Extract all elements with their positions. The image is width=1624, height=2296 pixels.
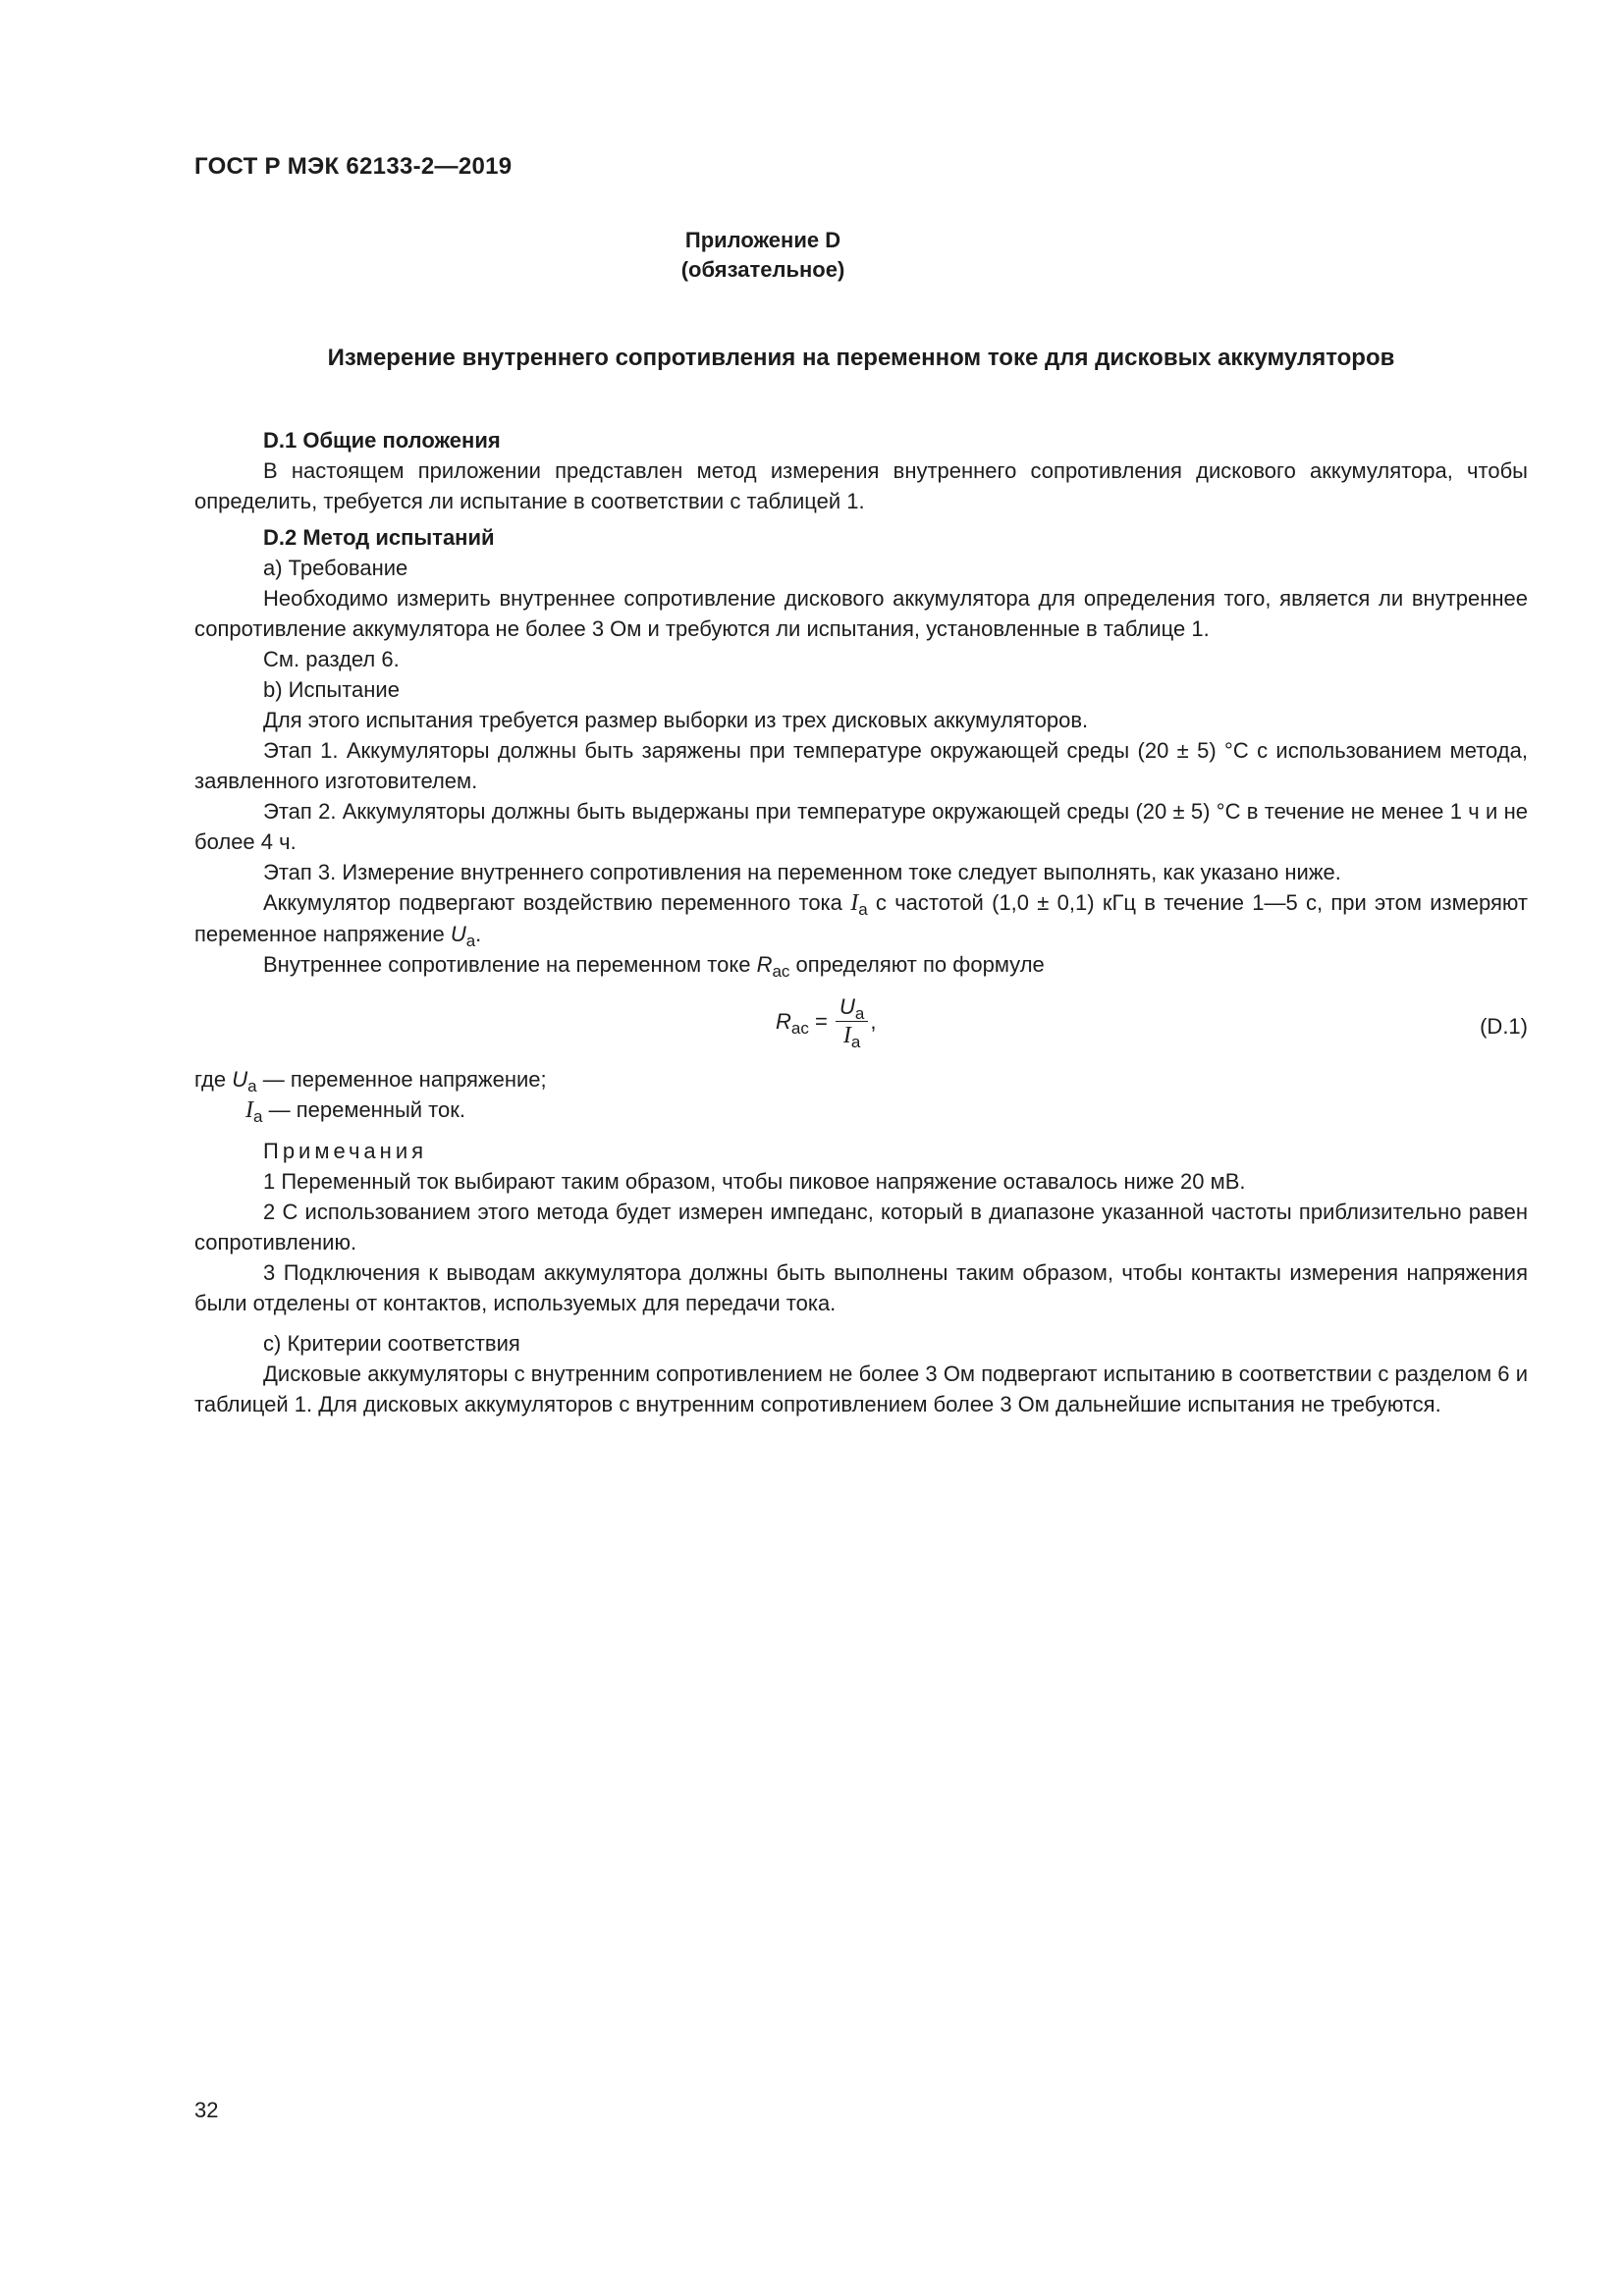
section-d2-heading: D.2 Метод испытаний bbox=[263, 525, 495, 550]
item-b-label: b) Испытание bbox=[263, 677, 400, 702]
formula-number: (D.1) bbox=[1480, 1014, 1528, 1039]
section-d1-text: В настоящем приложении представлен метод измерения внутреннего сопротивления дискового аккумулятора, чтобы определить, требуется ли испытание в соответствии с таблицей 1. bbox=[194, 458, 1528, 513]
annex-label: Приложение D bbox=[684, 228, 841, 252]
item-c-label: c) Критерии соответствия bbox=[263, 1331, 520, 1356]
item-a-reference: См. раздел 6. bbox=[263, 647, 400, 671]
ac-current-paragraph: Аккумулятор подвергают воздействию переменного тока $I_a$ с частотой (1,0 ± 0,1) кГц в течение 1—5 с, при этом измеряют переменное напряжение $U_a$. bbox=[194, 890, 1528, 950]
formula-d1 bbox=[194, 986, 1528, 1064]
section-d1-heading: D.1 Общие положения bbox=[263, 428, 501, 453]
annex-status: (обязательное) bbox=[680, 257, 845, 282]
note-2: 2 С использованием этого метода будет измерен импеданс, который в диапазоне указанной частоты приблизительно равен сопротивлению. bbox=[194, 1200, 1528, 1255]
item-a-text: Необходимо измерить внутреннее сопротивление дискового аккумулятора для определения того, является ли внутреннее сопротивление аккумулятора не более 3 Ом и требуются ли испытания, установленные в таблице 1. bbox=[194, 586, 1528, 641]
rac-intro-paragraph: Внутреннее сопротивление на переменном токе $R_{ac}$ определяют по формуле bbox=[263, 952, 1045, 981]
standard-header: ГОСТ Р МЭК 62133-2—2019 bbox=[194, 153, 513, 180]
item-a-label: a) Требование bbox=[263, 556, 408, 580]
stage-3: Этап 3. Измерение внутреннего сопротивления на переменном токе следует выполнять, как указано ниже. bbox=[263, 860, 1341, 884]
notes-title: Примечания bbox=[263, 1139, 428, 1163]
annex-body bbox=[194, 425, 1528, 1419]
page-number: 32 bbox=[194, 2098, 219, 2122]
where-voltage: где $U_a$ — переменное напряжение; bbox=[194, 1067, 547, 1095]
stage-1: Этап 1. Аккумуляторы должны быть заряжены при температуре окружающей среды (20 ± 5) °С с использованием метода, заявленного изготовителем. bbox=[194, 738, 1528, 793]
stage-2: Этап 2. Аккумуляторы должны быть выдержаны при температуре окружающей среды (20 ± 5) °С в течение не менее 1 ч и не более 4 ч. bbox=[194, 799, 1528, 854]
note-3: 3 Подключения к выводам аккумулятора должны быть выполнены таким образом, чтобы контакты измерения напряжения были отделены от контактов, используемых для передачи тока. bbox=[194, 1260, 1528, 1315]
annex-title: Измерение внутреннего сопротивления на переменном токе для дисковых аккумуляторов bbox=[327, 345, 1395, 371]
formula-fraction: $\frac{U_a}{I_a}$ bbox=[836, 993, 868, 1049]
where-current: $I_a$ — переменный ток. bbox=[245, 1097, 465, 1126]
item-b-text: Для этого испытания требуется размер выборки из трех дисковых аккумуляторов. bbox=[263, 708, 1089, 732]
note-1: 1 Переменный ток выбирают таким образом, чтобы пиковое напряжение оставалось ниже 20 мВ. bbox=[263, 1169, 1246, 1194]
formula-expression: $R_{ac}$ = $\frac{U_a}{I_a}$ , bbox=[776, 994, 877, 1051]
item-c-text: Дисковые аккумуляторы с внутренним сопротивлением не более 3 Ом подвергают испытанию в соответствии с разделом 6 и таблицей 1. Для дисковых аккумуляторов с внутренним сопротивлением более 3 Ом дальнейшие испытания не требуются. bbox=[194, 1362, 1528, 1416]
annex-heading bbox=[0, 226, 1624, 285]
